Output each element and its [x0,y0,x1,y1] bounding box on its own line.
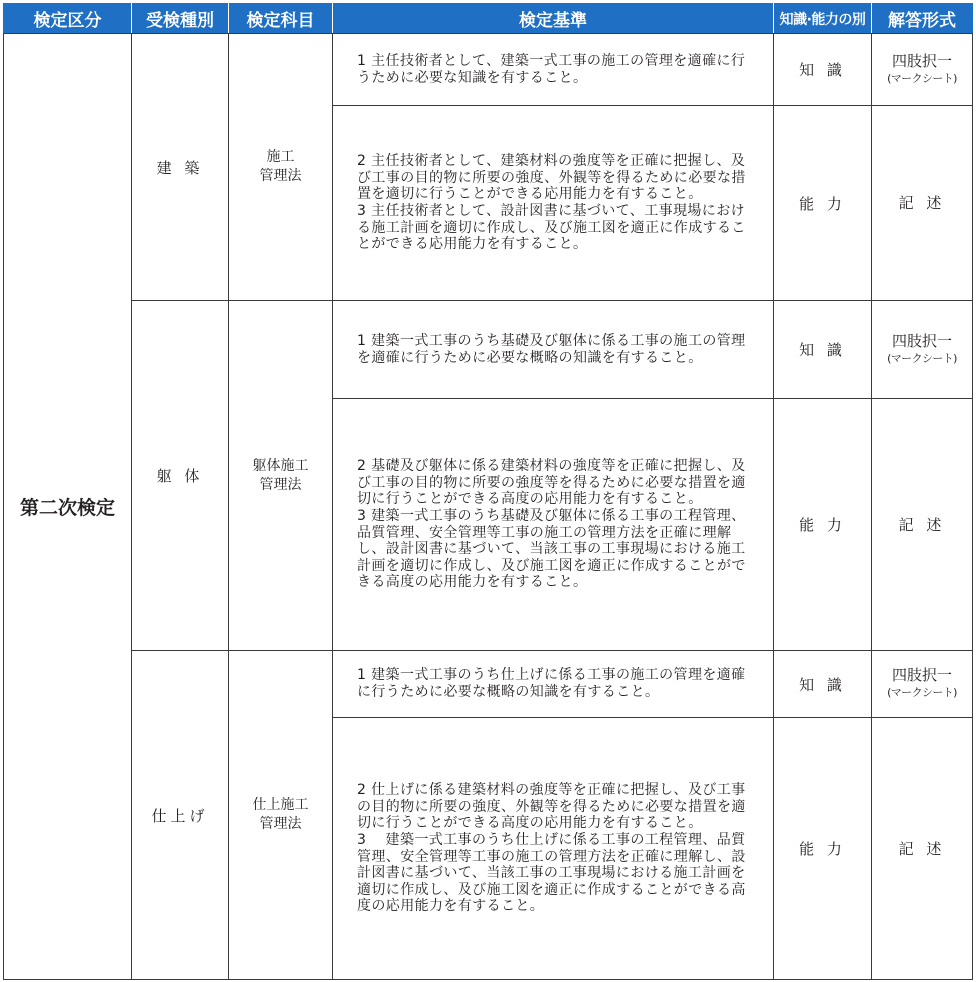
format-cell [872,651,973,718]
criteria-text: 1 建築一式工事のうち仕上げに係る工事の施工の管理を適確に行うために必要な概略の知識を有すること。 [357,667,746,700]
kind-cell: 知 識 [774,651,872,718]
criteria-cell [333,301,774,399]
format-main: 四肢択一 [891,51,952,70]
header-subject: 検定科目 [229,4,333,34]
format-cell [872,301,973,399]
criteria-text: 3 建築一式工事のうち基礎及び躯体に係る工事の工程管理、品質管理、安全管理等工事の施工の管理方法を正確に理解し、設計図書に基づいて、当該工事の工事現場における施工計画を適切に作成し、及び施工図を適正に作成することができる高度の応用能力を有すること。 [357,507,746,591]
table-row [4,651,973,718]
criteria-cell [333,106,774,301]
format-cell: 記 述 [872,106,973,301]
criteria-text: 2 基礎及び躯体に係る建築材料の強度等を正確に把握し、及び工事の目的物に所要の強度等を得るために必要な措置を適切に行うことができる高度の応用能力を有すること。 [357,458,746,508]
header-kind: 知識·能力の別 [774,4,872,34]
exam-criteria-table [3,3,973,980]
criteria-cell [333,399,774,651]
header-category: 検定区分 [4,4,132,34]
subject-line: 管理法 [259,476,302,493]
exam-type-cell: 仕上げ [132,651,229,980]
criteria-cell [333,718,774,980]
kind-cell: 能 力 [774,106,872,301]
criteria-text: 3 主任技術者として、設計図書に基づいて、工事現場における施工計画を適切に作成し、及び施工図を適正に作成することができる応用能力を有すること。 [357,203,746,253]
header-format: 解答形式 [872,4,973,34]
header-row [4,4,973,34]
exam-type-cell: 躯 体 [132,301,229,651]
subject-cell [229,34,333,301]
format-cell [872,34,973,106]
subject-line: 施工 [266,149,295,165]
criteria-cell [333,34,774,106]
criteria-text: 2 主任技術者として、建築材料の強度等を正確に把握し、及び工事の目的物に所要の強度、外観等を得るために必要な措置を適切に行うことができる応用能力を有すること。 [357,153,746,203]
kind-cell: 能 力 [774,718,872,980]
format-sub: (マークシート) [887,71,957,85]
format-main: 四肢択一 [891,666,952,684]
table-row [4,34,973,106]
category-cell: 第二次検定 [4,34,132,980]
criteria-text: 1 建築一式工事のうち基礎及び躯体に係る工事の施工の管理を適確に行うために必要な概略の知識を有すること。 [357,332,746,366]
format-cell: 記 述 [872,718,973,980]
criteria-cell [333,651,774,718]
kind-cell: 能 力 [774,399,872,651]
header-criteria: 検定基準 [333,4,774,34]
kind-cell: 知 識 [774,301,872,399]
table-row [4,301,973,399]
format-sub: (マークシート) [887,686,957,699]
format-main: 四肢択一 [891,331,952,350]
format-sub: (マークシート) [887,351,957,365]
subject-line: 管理法 [259,168,302,184]
subject-cell [229,651,333,980]
kind-cell: 知 識 [774,34,872,106]
criteria-text: 1 主任技術者として、建築一式工事の施工の管理を適確に行うために必要な知識を有すること。 [357,52,746,86]
exam-type-cell: 建 築 [132,34,229,301]
subject-cell [229,301,333,651]
subject-line: 管理法 [259,816,302,832]
criteria-text: 2 仕上げに係る建築材料の強度等を正確に把握し、及び工事の目的物に所要の強度、外観等を得るために必要な措置を適切に行うことができる高度の応用能力を有すること。 [357,782,746,832]
subject-line: 仕上施工 [252,797,309,813]
subject-line: 躯体施工 [252,457,309,474]
criteria-text: 3 建築一式工事のうち仕上げに係る工事の工程管理、品質管理、安全管理等工事の施工の管理方法を正確に理解し、設計図書に基づいて、当該工事の工事現場における施工計画を適切に作成し、及び施工図を適正に作成することができる高度の応用能力を有すること。 [357,831,746,915]
format-cell: 記 述 [872,399,973,651]
header-exam-type: 受検種別 [132,4,229,34]
